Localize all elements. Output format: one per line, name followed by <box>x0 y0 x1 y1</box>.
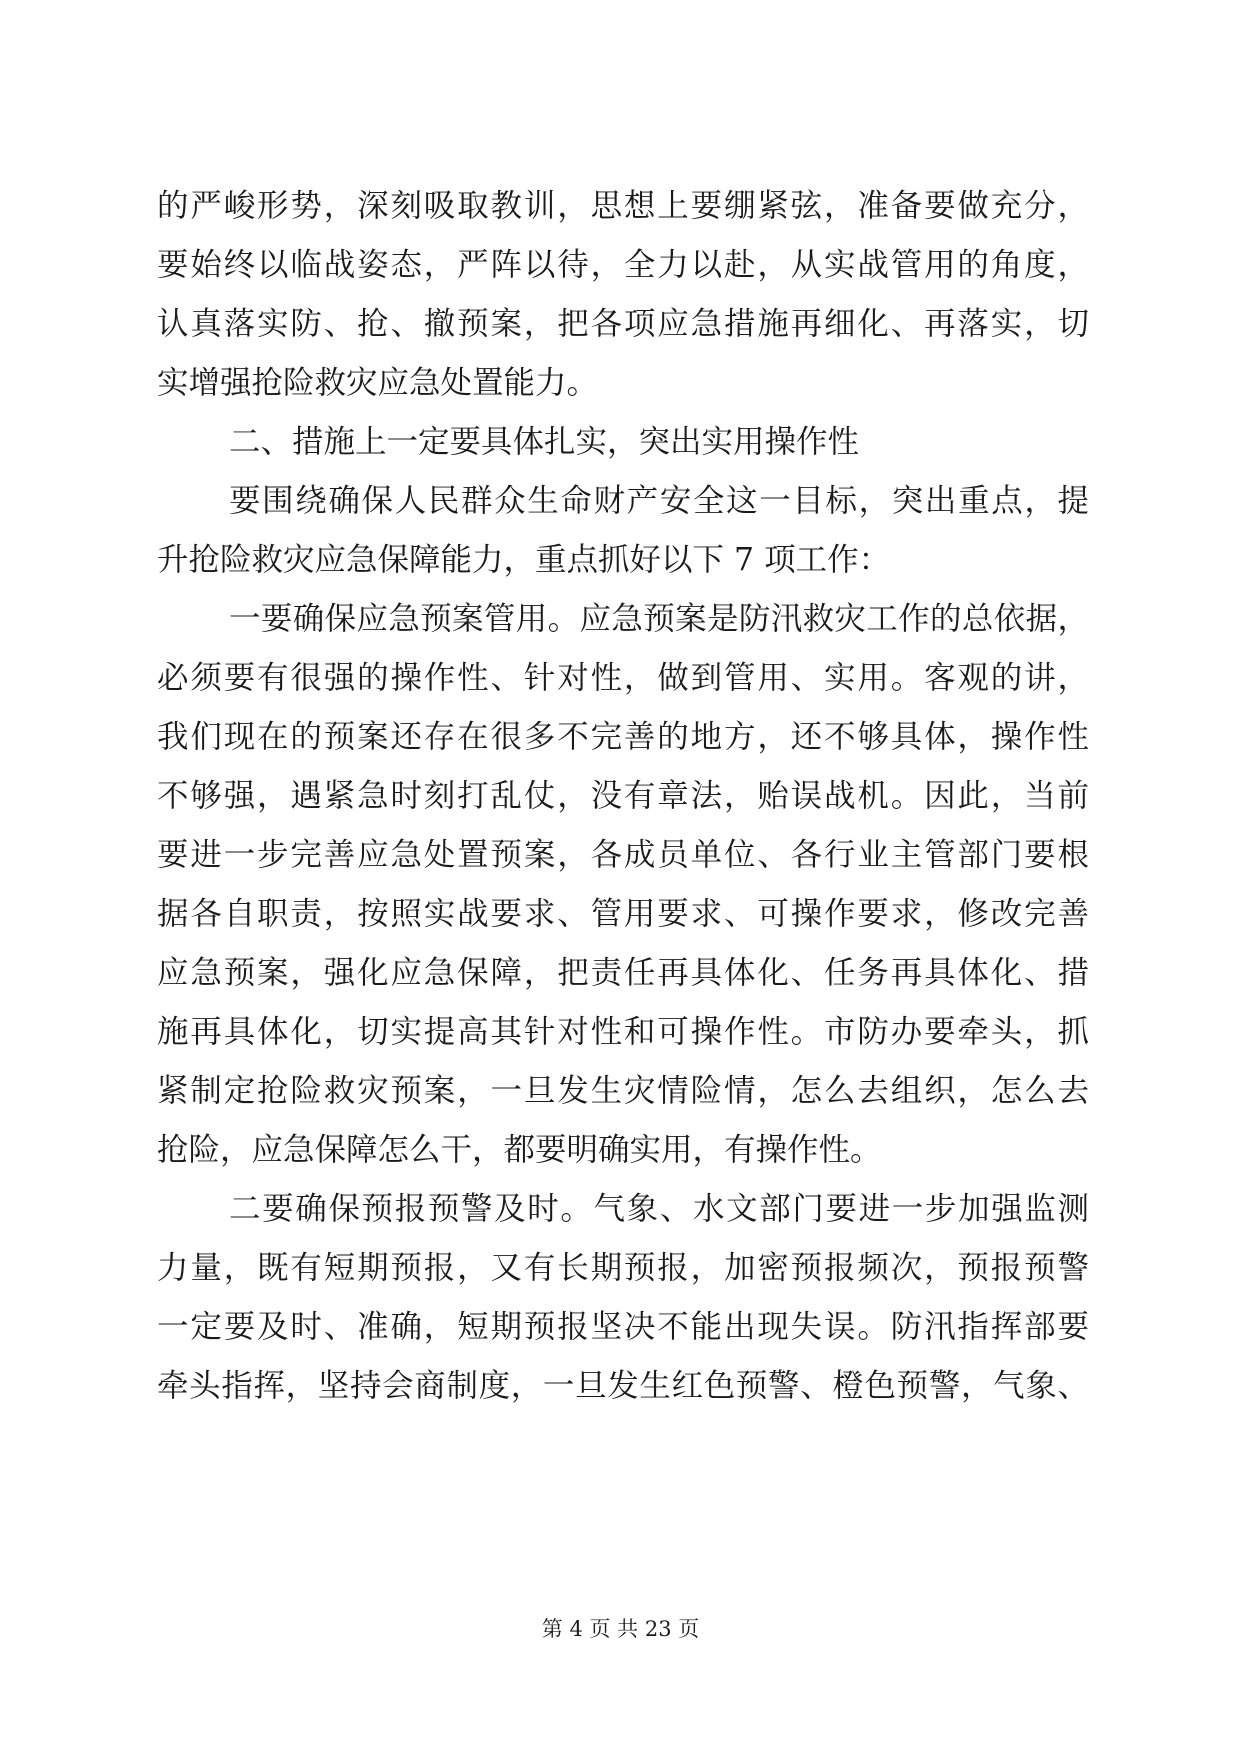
text-line: 升抢险救灾应急保障能力，重点抓好以下 7 项工作： <box>157 542 891 578</box>
text-line: 要进一步完善应急处置预案，各成员单位、各行业主管部门要根 <box>157 837 1089 873</box>
text-line: 的严峻形势，深刻吸取教训，思想上要绷紧弦，准备要做充分， <box>157 188 1089 224</box>
text-line: 紧制定抢险救灾预案，一旦发生灾情险情，怎么去组织，怎么去 <box>157 1073 1089 1109</box>
text-line: 必须要有很强的操作性、针对性，做到管用、实用。客观的讲， <box>157 660 1089 696</box>
text-line: 不够强，遇紧急时刻打乱仗，没有章法，贻误战机。因此，当前 <box>157 778 1089 814</box>
text-line: 实增强抢险救灾应急处置能力。 <box>157 365 599 401</box>
section-heading: 二、措施上一定要具体扎实，突出实用操作性 <box>229 424 860 460</box>
text-line: 认真落实防、抢、撤预案，把各项应急措施再细化、再落实，切 <box>157 306 1089 342</box>
text-line: 抢险，应急保障怎么干，都要明确实用，有操作性。 <box>157 1132 882 1168</box>
text-line: 要始终以临战姿态，严阵以待，全力以赴，从实战管用的角度， <box>157 247 1089 283</box>
text-line: 力量，既有短期预报，又有长期预报，加密预报频次，预报预警 <box>157 1250 1089 1286</box>
text-line: 据各自职责，按照实战要求、管用要求、可操作要求，修改完善 <box>157 896 1089 932</box>
text-line: 我们现在的预案还存在很多不完善的地方，还不够具体，操作性 <box>157 719 1089 755</box>
text-line: 应急预案，强化应急保障，把责任再具体化、任务再具体化、措 <box>157 955 1089 991</box>
text-line: 一要确保应急预案管用。应急预案是防汛救灾工作的总依据， <box>229 601 1089 637</box>
text-line: 要围绕确保人民群众生命财产安全这一目标，突出重点，提 <box>229 483 1089 519</box>
text-line: 一定要及时、准确，短期预报坚决不能出现失误。防汛指挥部要 <box>157 1309 1089 1345</box>
page-footer: 第 4 页 共 23 页 <box>541 1617 700 1641</box>
text-line: 施再具体化，切实提高其针对性和可操作性。市防办要牵头，抓 <box>157 1014 1089 1050</box>
text-line: 二要确保预报预警及时。气象、水文部门要进一步加强监测 <box>229 1191 1089 1227</box>
text-line: 牵头指挥，坚持会商制度，一旦发生红色预警、橙色预警，气象、 <box>157 1368 1089 1404</box>
